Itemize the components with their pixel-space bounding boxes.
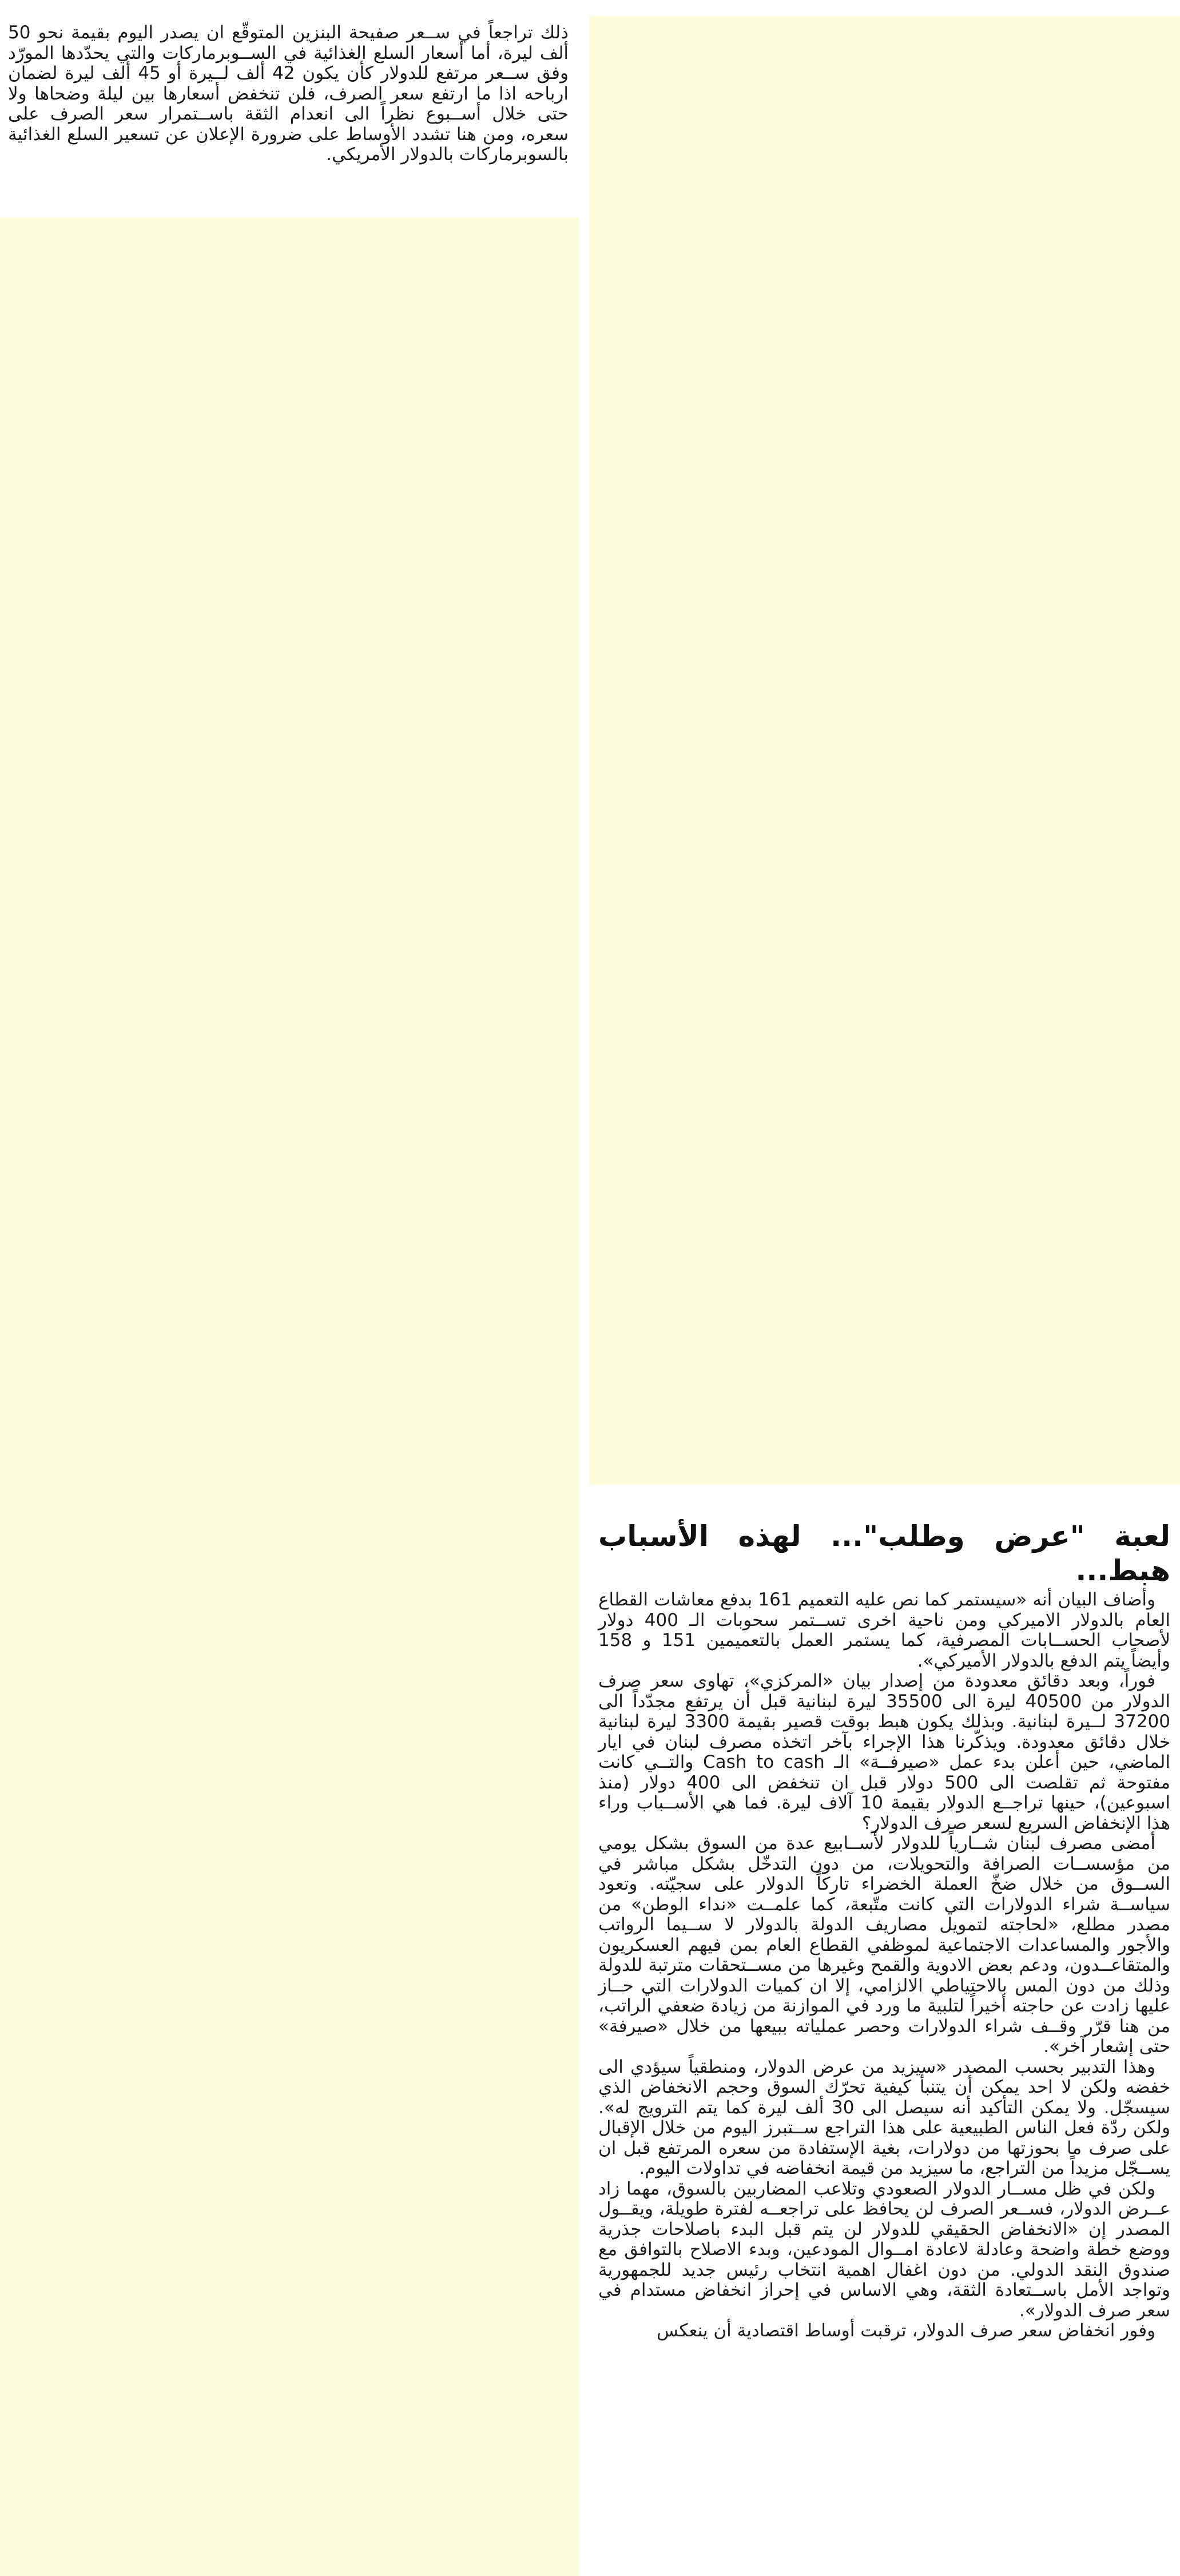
article-paragraph: أمضى مصرف لبنان شــارياً للدولار لأســابيع عدة من السوق بشكل يومي من مؤسســات الصرافة والتحويلات، من دون التدخّل بشكل مباشر في الســوق من خلال ضخّ العملة الخضراء تاركاً الدولار على سجيّته. وتعود سياســة شراء الدولارات التي كانت متّبعة، كما علمــت «نداء الوطن» من مصدر مطلع، «لحاجته لتمويل مصاريف الدولة بالدولار لا ســيما الرواتب والأجور والمساعدات الاجتماعية لموظفي القطاع العام بمن فيهم العسكريون والمتقاعــدون، ودعم بعض الادوية والقمح وغيرها من مســتحقات مترتبة للدولة وذلك من دون المس بالاحتياطي الالزامي، إلا ان كميات الدولارات التي حــاز عليها زادت عن حاجته أخيراً لتلبية ما ورد في الموازنة من زيادة ضعفي الراتب، من هنا قرّر وقــف شراء الدولارات وحصر عملياته ببيعها من خلال «صيرفة» حتى إشعار آخر».	[598, 1833, 1170, 2057]
article-paragraph: فوراً، وبعد دقائق معدودة من إصدار بيان «المركزي»، تهاوى سعر صرف الدولار من 40500 ليرة الى 35500 ليرة لبنانية قبل أن يرتفع مجدّداً الى 37200 لــيرة لبنانية. وبذلك يكون هبط بوقت قصير بقيمة 3300 ليرة لبنانية خلال دقائق معدودة. ويذكّرنا هذا الإجراء بآخر اتخذه مصرف لبنان في ايار الماضي، حين أعلن بدء عمل «صيرفــة» الـ Cash to cash والتــي كانت مفتوحة ثم تقلصت الى 500 دولار قبل ان تنخفض الى 400 دولار (منذ اسبوعين)، حينها تراجــع الدولار بقيمة 10 آلاف ليرة. فما هي الأســباب وراء هذا الإنخفاض السريع لسعر صرف الدولار؟	[598, 1671, 1170, 1834]
right-blank-panel	[589, 16, 1180, 1485]
article-paragraph: وأضاف البيان أنه «سيستمر كما نص عليه التعميم 161 بدفع معاشات القطاع العام بالدولار الاميركي ومن ناحية اخرى تســتمر سحوبات الـ 400 دولار لأصحاب الحســابات المصرفية، كما يستمر العمل بالتعميمين 151 و 158 وأيضاً يتم الدفع بالدولار الأميركي».	[598, 1589, 1170, 1671]
article-paragraph: وهذا التدبير بحسب المصدر «سيزيد من عرض الدولار، ومنطقياً سيؤدي الى خفضه ولكن لا احد يمكن أن يتنبأ كيفية تحرّك السوق وحجم الانخفاض الذي سيسجّل. ولا يمكن التأكيد أنه سيصل الى 30 ألف ليرة كما يتم الترويج له». ولكن ردّة فعل الناس الطبيعية على هذا التراجع ســتبرز اليوم من خلال الإقبال على صرف ما بحوزتها من دولارات، بغية الإستفادة من سعره المرتفع قبل ان يســجّل مزيداً من التراجع، ما سيزيد من قيمة انخفاضه في تداولات اليوم.	[598, 2056, 1170, 2179]
top-left-text-block	[0, 0, 579, 217]
left-blank-panel	[0, 217, 579, 2576]
article-paragraph: ولكن في ظل مســار الدولار الصعودي وتلاعب المضاربين بالسوق، مهما زاد عــرض الدولار، فســعر الصرف لن يحافظ على تراجعــه لفترة طويلة، ويقــول المصدر إن «الانخفاض الحقيقي للدولار لن يتم قبل البدء باصلاحات جذرية ووضع خطة واضحة وعادلة لاعادة امــوال المودعين، وبدء الاصلاح بالتوافق مع صندوق النقد الدولي. من دون اغفال اهمية انتخاب رئيس جديد للجمهورية وتواجد الأمل باســتعادة الثقة، وهي الاساس في إحراز انخفاض مستدام في سعر صرف الدولار».	[598, 2178, 1170, 2321]
text-column	[8, 23, 569, 165]
paragraph: ذلك تراجعاً في ســعر صفيحة البنزين المتوقّع ان يصدر اليوم بقيمة نحو 50 ألف ليرة، أما أسعار السلع الغذائية في الســوبرماركات والتي يحدّدها المورّد وفق ســعر مرتفع للدولار كأن يكون 42 ألف لــيرة أو 45 ألف ليرة لضمان ارباحه اذا ما ارتفع سعر الصرف، فلن تنخفض أسعارها بين ليلة وضحاها ولا حتى خلال أســبوع نظراً الى انعدام الثقة باســتمرار سعر الصرف على سعره، ومن هنا تشدد الأوساط على ضرورة الإعلان عن تسعير السلع الغذائية بالسوبرماركات بالدولار الأمريكي.	[8, 22, 569, 165]
article-paragraph: وفور انخفاض سعر صرف الدولار، ترقبت أوساط اقتصادية أن ينعكس	[656, 2320, 1155, 2341]
article-column	[598, 1519, 1170, 2342]
article-block	[589, 1485, 1180, 2576]
article-headline: لعبة "عرض وطلب"... لهذه الأسباب هبط...	[598, 1520, 1170, 1587]
